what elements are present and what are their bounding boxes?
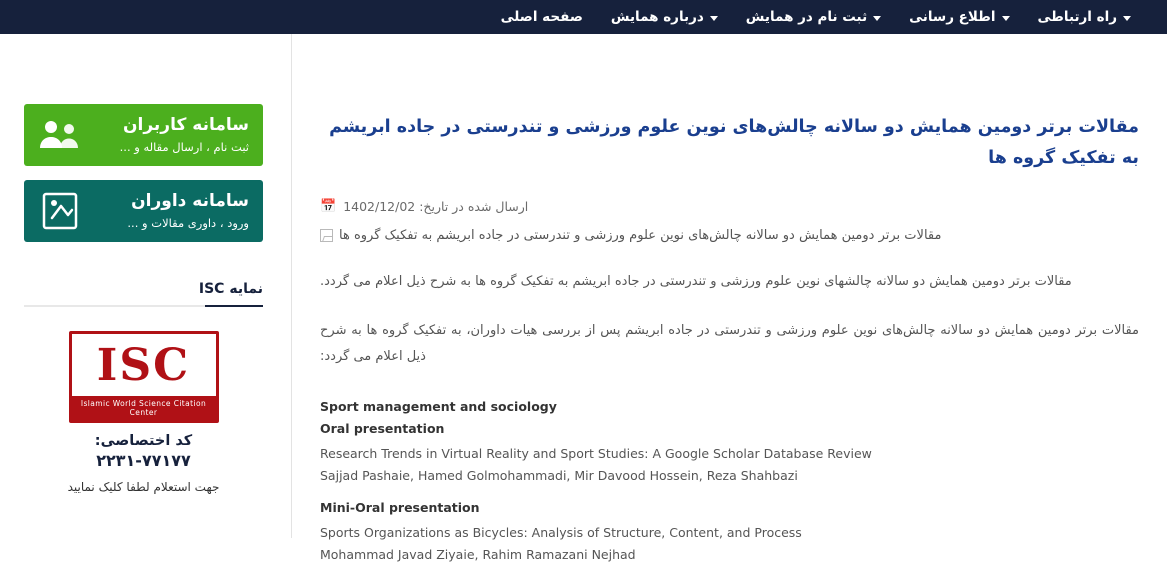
papers-subsection-title: Oral presentation <box>320 421 445 437</box>
paper-title: Sports Organizations as Bicycles: Analysis of Structure, Content, and Process <box>320 524 802 540</box>
chevron-down-icon <box>873 16 881 21</box>
isc-code-number: ۲۲۳۱-۷۷۱۷۷ <box>96 451 191 470</box>
isc-code-label: کد اختصاصی: <box>94 433 193 449</box>
chevron-down-icon <box>1002 16 1010 21</box>
nav-item-home[interactable] <box>487 0 597 34</box>
users-group-icon <box>34 113 86 157</box>
sidebar <box>0 34 292 538</box>
nav-item-label: اطلاع رسانی <box>909 9 996 25</box>
isc-section-header <box>24 278 263 307</box>
page-title: مقالات برتر دومین همایش دو سالانه چالش‌های نوین علوم ورزشی و تندرستی در جاده ابریشم به تفکیک گروه ها <box>329 117 1139 168</box>
papers-group-title: Sport management and sociology <box>320 399 557 415</box>
isc-logo-letters: ISC <box>96 340 191 391</box>
papers-list <box>320 399 1139 566</box>
main-navigation-bar <box>0 0 1167 34</box>
nav-item-label: ثبت نام در همایش <box>745 9 868 25</box>
nav-item-about[interactable] <box>597 0 732 34</box>
nav-item-label: درباره همایش <box>610 9 704 25</box>
paper-authors: Mohammad Javad Ziyaie, Rahim Ramazani Nejhad <box>320 546 636 562</box>
article-date-label: ارسال شده در تاریخ: 1402/12/02 <box>343 199 529 215</box>
review-document-icon <box>34 189 86 233</box>
nav-item-news[interactable] <box>895 0 1023 34</box>
user-system-banner-subtitle: ثبت نام ، ارسال مقاله و ... <box>119 140 249 155</box>
papers-subsection-title: Mini-Oral presentation <box>320 499 480 515</box>
paper-authors: Sajjad Pashaie, Hamed Golmohammadi, Mir Davood Hossein, Reza Shahbazi <box>320 467 798 483</box>
nav-item-label: راه ارتباطی <box>1037 9 1117 25</box>
chevron-down-icon <box>1123 16 1131 21</box>
page-body <box>0 34 1167 562</box>
isc-logo[interactable] <box>69 331 219 423</box>
reviewer-system-banner-subtitle: ورود ، داوری مقالات و ... <box>127 216 249 231</box>
article-column <box>292 34 1167 562</box>
isc-logo-strip: Islamic World Science Citation Center <box>72 396 216 420</box>
isc-block[interactable] <box>24 331 263 494</box>
user-system-banner[interactable] <box>24 104 263 166</box>
reviewer-system-banner-texts <box>127 191 249 231</box>
nav-item-contact[interactable] <box>1024 0 1146 34</box>
article-paragraph-1: مقالات برتر دومین همایش دو سالانه چالشهای نوین علوم ورزشی و تندرستی در جاده ابریشم به تفکیک گروه ها به شرح ذیل اعلام می گردد. <box>320 274 1072 290</box>
article-date-row <box>320 199 1139 214</box>
calendar-icon: 📅 <box>320 199 337 215</box>
isc-section-title: نمایه ISC <box>198 281 263 297</box>
reviewer-system-banner-title: سامانه داوران <box>131 191 249 212</box>
isc-inquiry-note[interactable]: جهت استعلام لطفا کلیک نمایید <box>67 480 220 494</box>
article-paragraph-2: مقالات برتر دومین همایش دو سالانه چالش‌های نوین علوم ورزشی و تندرستی در جاده ابریشم پس از بررسی هیات داوران، به تفکیک گروه ها به شرح ذیل اعلام می گردد: <box>320 323 1139 364</box>
user-system-banner-title: سامانه کاربران <box>123 115 249 136</box>
nav-item-registration[interactable] <box>732 0 895 34</box>
reviewer-system-banner[interactable] <box>24 180 263 242</box>
chevron-down-icon <box>710 16 718 21</box>
article-image-placeholder <box>320 226 1139 247</box>
article-image-alt-text: مقالات برتر دومین همایش دو سالانه چالش‌های نوین علوم ورزشی و تندرستی در جاده ابریشم به تفکیک گروه ها <box>339 228 942 244</box>
paper-title: Research Trends in Virtual Reality and Sport Studies: A Google Scholar Database Review <box>320 446 872 462</box>
broken-image-icon <box>320 229 333 242</box>
user-system-banner-texts <box>120 115 249 155</box>
nav-item-label: صفحه اصلی <box>500 9 583 25</box>
